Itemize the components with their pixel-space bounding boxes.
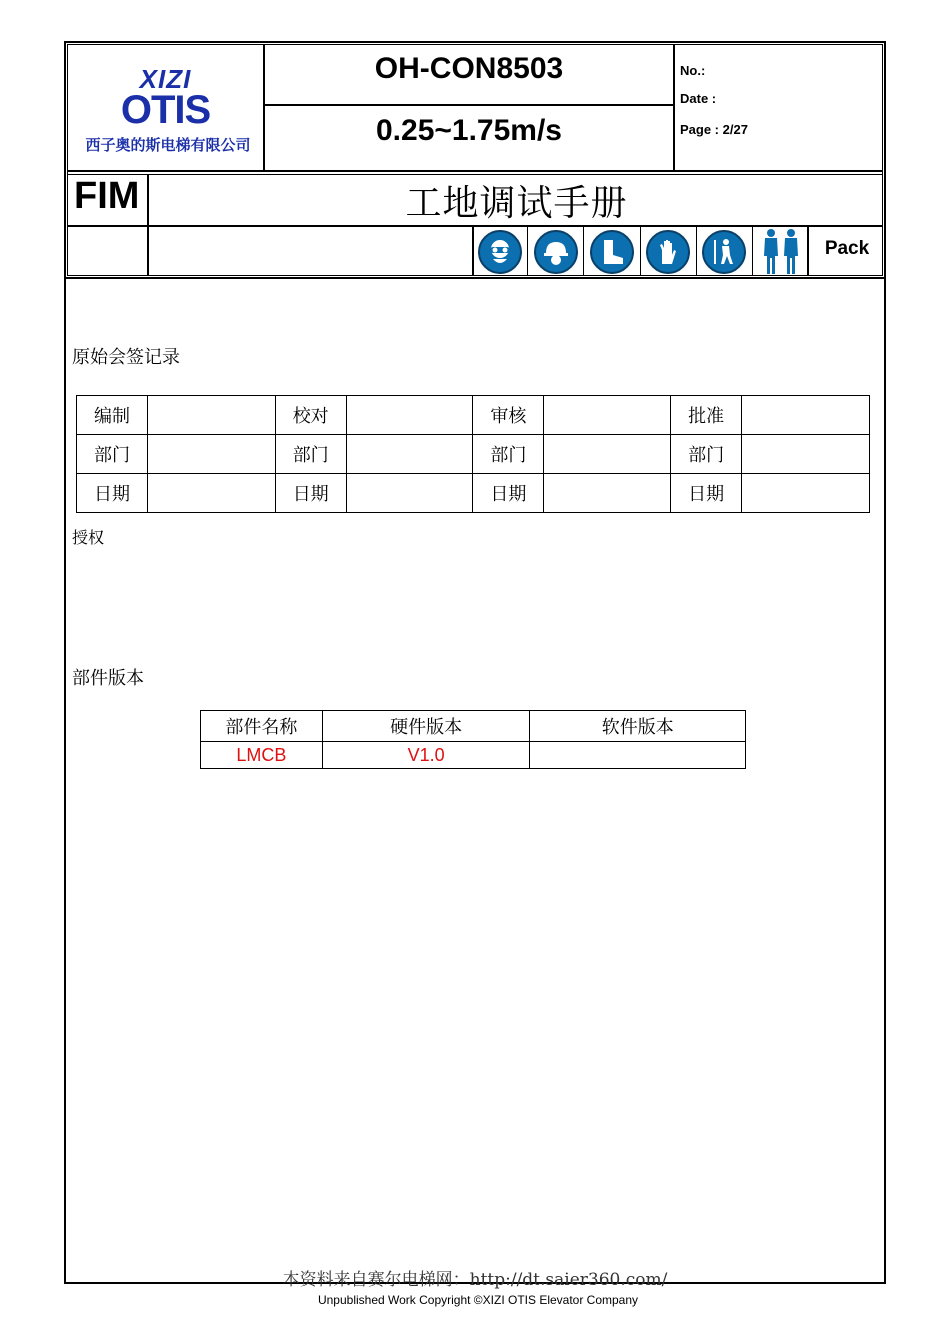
harness-icon (702, 230, 746, 274)
cell-value (147, 474, 275, 513)
speed-range: 0.25~1.75m/s (376, 114, 562, 147)
fim-label: FIM (74, 175, 140, 217)
divider (263, 104, 673, 106)
logo-otis: OTIS (120, 88, 211, 132)
divider (472, 226, 474, 276)
page-title: 工地调试手册 (405, 183, 628, 224)
goggles-icon (478, 230, 522, 274)
two-persons-icon (759, 228, 803, 276)
cell-value (544, 435, 671, 474)
software-version (530, 742, 746, 769)
cell-value (346, 435, 473, 474)
divider (640, 226, 641, 276)
page-number: Page : 2/27 (680, 122, 748, 137)
divider (583, 226, 584, 276)
part-name: LMCB (201, 742, 323, 769)
cell-label: 部门 (77, 435, 148, 474)
cell-value (544, 474, 671, 513)
sign-off-table (76, 395, 870, 513)
cell-value (147, 435, 275, 474)
pack-label: Pack (824, 238, 870, 259)
date-label: Date : (680, 91, 717, 106)
cell-value (742, 474, 870, 513)
cell-label: 日期 (671, 474, 742, 513)
source-note: 本资料来自赛尔电梯网：http://dt.saier360.com/ (282, 1270, 668, 1290)
cell-label: 部门 (671, 435, 742, 474)
divider (147, 174, 149, 276)
hardware-version: V1.0 (322, 742, 530, 769)
copyright-notice: Unpublished Work Copyright ©XIZI OTIS Elevator Company (317, 1293, 639, 1307)
cell-label: 审核 (473, 396, 544, 435)
table-row (201, 742, 746, 769)
parts-version-heading: 部件版本 (72, 668, 144, 689)
logo-xizi: XIZI (139, 64, 192, 94)
cell-label: 部门 (473, 435, 544, 474)
divider (696, 226, 697, 276)
cell-label: 部门 (275, 435, 346, 474)
table-header-row (201, 711, 746, 742)
cell-value (742, 396, 870, 435)
cell-value (346, 474, 473, 513)
hard-hat-icon (534, 230, 578, 274)
divider (67, 170, 883, 172)
sign-record-heading: 原始会签记录 (72, 347, 180, 368)
cell-value (346, 396, 473, 435)
column-header: 软件版本 (530, 711, 746, 742)
cell-label: 日期 (275, 474, 346, 513)
divider (752, 226, 753, 276)
cell-label: 批准 (671, 396, 742, 435)
divider (673, 44, 675, 170)
table-row (77, 474, 870, 513)
table-row (77, 435, 870, 474)
cell-label: 编制 (77, 396, 148, 435)
column-header: 部件名称 (201, 711, 323, 742)
document-code: OH-CON8503 (374, 52, 564, 85)
divider (527, 226, 528, 276)
cell-value (544, 396, 671, 435)
authorization-label: 授权 (72, 528, 105, 547)
cell-value (147, 396, 275, 435)
safety-boot-icon (590, 230, 634, 274)
gloves-icon (646, 230, 690, 274)
number-label: No.: (680, 63, 706, 78)
logo-company-name: 西子奥的斯电梯有限公司 (85, 136, 251, 154)
cell-label: 校对 (275, 396, 346, 435)
table-row (77, 396, 870, 435)
cell-value (742, 435, 870, 474)
cell-label: 日期 (473, 474, 544, 513)
column-header: 硬件版本 (322, 711, 530, 742)
parts-version-table (200, 710, 746, 769)
cell-label: 日期 (77, 474, 148, 513)
